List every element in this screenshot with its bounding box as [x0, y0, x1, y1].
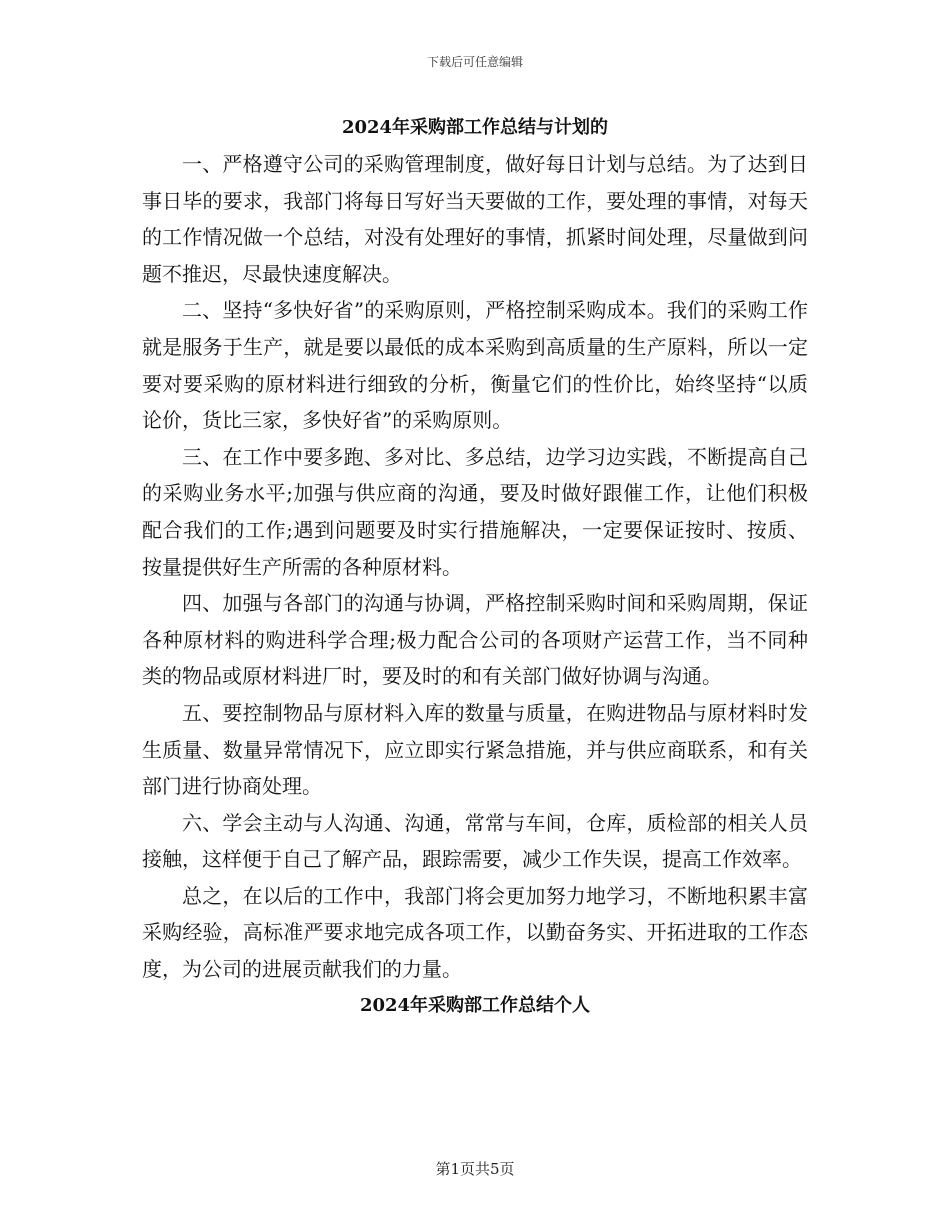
paragraph-1: 一、严格遵守公司的采购管理制度，做好每日计划与总结。为了达到日事日毕的要求，我部门将每日写好当天要做的工作，要处理的事情，对每天的工作情况做一个总结，对没有处理好的事情，抓紧时间处理，尽量做到问题不推迟，尽最快速度解决。 — [142, 152, 808, 286]
paragraph-7: 总之，在以后的工作中，我部门将会更加努力地学习，不断地积累丰富采购经验，高标准严要求地完成各项工作，以勤奋务实、开拓进取的工作态度，为公司的进展贡献我们的力量。 — [142, 883, 808, 982]
document-body — [142, 110, 808, 1024]
paragraph-4: 四、加强与各部门的沟通与协调，严格控制采购时间和采购周期，保证各种原材料的购进科学合理;极力配合公司的各项财产运营工作，当不同种类的物品或原材料进厂时，要及时的和有关部门做好协调与沟通。 — [142, 591, 808, 689]
page-indicator: 第1页共5页 — [435, 1160, 515, 1178]
document-title: 2024年采购部工作总结与计划的 — [341, 117, 609, 138]
header-note: 下载后可任意编辑 — [426, 55, 523, 69]
paragraph-5: 五、要控制物品与原材料入库的数量与质量，在购进物品与原材料时发生质量、数量异常情况下，应立即实行紧急措施，并与供应商联系，和有关部门进行协商处理。 — [142, 700, 808, 799]
paragraph-2: 二、坚持“多快好省”的采购原则，严格控制采购成本。我们的采购工作就是服务于生产，就是要以最低的成本采购到高质量的生产原料，所以一定要对要采购的原材料进行细致的分析，衡量它们的性价比，始终坚持“以质论价，货比三家，多快好省”的采购原则。 — [142, 298, 808, 433]
paragraph-3: 三、在工作中要多跑、多对比、多总结，边学习边实践，不断提高自己的采购业务水平;加强与供应商的沟通，要及时做好跟催工作，让他们积极配合我们的工作;遇到问题要及时实行措施解决，一定要保证按时、按质、按量提供好生产所需的各种原材料。 — [142, 444, 808, 579]
second-section-title: 2024年采购部工作总结个人 — [359, 994, 591, 1016]
paragraph-6: 六、学会主动与人沟通、沟通，常常与车间，仓库，质检部的相关人员接触，这样便于自己了解产品，跟踪需要，减少工作失误，提高工作效率。 — [142, 810, 808, 872]
